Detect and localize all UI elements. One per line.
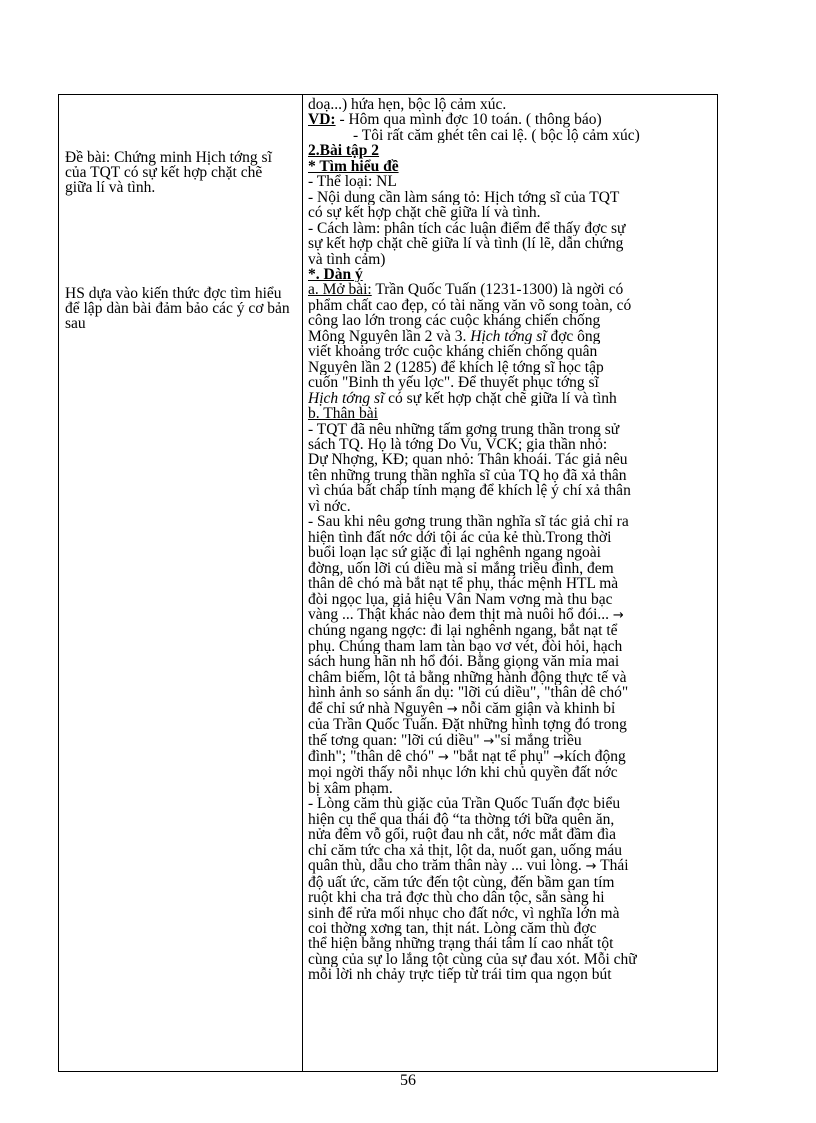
text-line: đờng, uốn lỡi cú diều mà sỉ mắng triều đình, đem bbox=[308, 560, 614, 577]
text-line: của Trần Quốc Tuấn. Đặt những hình tợng đó trong bbox=[308, 717, 627, 733]
text-line: thân dê chó mà bắt nạt tể phụ, thác mệnh HTL mà bbox=[308, 576, 619, 592]
section-heading: *. Dàn ý bbox=[308, 266, 363, 283]
text-line: doạ...) hứa hẹn, bộc lộ cảm xúc. bbox=[308, 97, 507, 113]
text-line: a. Mở bài: Trần Quốc Tuấn (1231-1300) là ngời có bbox=[308, 282, 624, 298]
arrow-icon: → bbox=[585, 859, 597, 875]
task-prompt: Đề bài: Chứng minh Hịch tớng sĩ của TQT có sự kết hợp chặt chẽ giữa lí và tình. bbox=[65, 149, 272, 196]
text-line: nửa đêm vỗ gối, ruột đau nh cắt, nớc mắt đầm đìa bbox=[308, 827, 617, 843]
text-line: chỉ căm tức cha xả thịt, lột da, nuốt gan, uống máu bbox=[308, 842, 623, 859]
arrow-icon: → bbox=[553, 750, 565, 766]
text-line: phẩm chất cao đẹp, có tài năng văn võ song toàn, có bbox=[308, 297, 632, 314]
text-line: Dự Nhợng, KĐ; quan nhỏ: Thân khoái. Tác giả nêu bbox=[308, 452, 628, 468]
text-line: thế tơng quan: "lỡi cú diều" →"sỉ mắng triều bbox=[308, 732, 582, 749]
text-line: có sự kết hợp chặt chẽ giữa lí và tình. bbox=[308, 205, 541, 221]
text-line: - Tôi rất căm ghét tên cai lệ. ( bộc lộ cảm xúc) bbox=[353, 127, 640, 144]
text-line: cùng của sự lo lắng tột cùng của sự đau xót. Mỗi chữ bbox=[308, 951, 637, 968]
text-line: Mông Nguyên lần 2 và 3. Hịch tớng sĩ đợc ông bbox=[308, 328, 601, 345]
right-column bbox=[308, 97, 713, 983]
text-line: thể hiện bằng những trạng thái tâm lí cao nhất tột bbox=[308, 936, 614, 952]
text-line: hiện tình đất nớc dới tội ác của kẻ thù.Trong thời bbox=[308, 529, 612, 546]
arrow-icon: → bbox=[446, 701, 458, 717]
text-line: cuốn "Binh th yếu lợc". Để thuyết phục tớng sĩ bbox=[308, 375, 599, 391]
intro-label: a. Mở bài: bbox=[308, 282, 372, 298]
exercise-heading: 2.Bài tập 2 bbox=[308, 143, 380, 159]
text-line: đòi ngọc lụa, giả hiệu Vân Nam vơng mà thu bạc bbox=[308, 591, 613, 607]
arrow-icon: → bbox=[438, 750, 449, 766]
text-line: để chỉ sứ nhà Nguyên → nỗi căm giận và khinh bỉ bbox=[308, 700, 616, 717]
arrow-icon: → bbox=[612, 607, 624, 623]
student-note: HS dựa vào kiến thức đợc tìm hiểu để lập dàn bài đảm bảo các ý cơ bản sau bbox=[65, 285, 290, 332]
text-line: sách TQ. Họ là tớng Do Vu, VCK; gia thần nhỏ: bbox=[308, 436, 608, 453]
text-line: sự kết hợp chặt chẽ giữa lí và tình (lí lẽ, dẫn chứng bbox=[308, 236, 624, 252]
text-line: - Cách làm: phân tích các luận điểm để thấy đợc sự bbox=[308, 220, 626, 237]
column-divider bbox=[302, 95, 303, 1071]
text-line: và tình cảm) bbox=[308, 251, 386, 267]
text-line: công lao lớn trong các cuộc kháng chiến chống bbox=[308, 313, 601, 329]
text-line: - TQT đã nêu những tấm gơng trung thần trong sử bbox=[308, 421, 620, 437]
arrow-icon: → bbox=[483, 733, 495, 749]
text-line: vàng ... Thật khác nào đem thịt mà nuôi hổ đói... → bbox=[308, 606, 624, 623]
text-line: buổi loạn lạc sứ giặc đi lại nghênh ngang ngoài bbox=[308, 545, 601, 561]
body-label: b. Thân bài bbox=[308, 406, 378, 422]
text-line: phụ. Chúng tham lam tàn bạo vơ vét, đòi hỏi, hạch bbox=[308, 638, 623, 655]
text-line: tên những trung thần nghĩa sĩ của TQ họ đã xả thân bbox=[308, 467, 627, 484]
text-line: hiện cụ thể qua thái độ “ta thờng tới bữa quên ăn, bbox=[308, 811, 615, 828]
text-line: chúng ngang ngợc: đi lại nghênh ngang, bắt nạt tể bbox=[308, 623, 618, 639]
text-line: châm biếm, lột tả bằng những hành động thực tế và bbox=[308, 669, 627, 686]
text-line: quân thù, dẫu cho trăm thân này ... vui lòng. → Thái bbox=[308, 858, 629, 875]
text-line: bị xâm phạm. bbox=[308, 780, 393, 797]
text-line: - Lòng căm thù giặc của Trần Quốc Tuấn đợc biểu bbox=[308, 796, 621, 812]
text-line: sinh để rửa mối nhục cho đất nớc, vì nghĩa lớn mà bbox=[308, 905, 620, 922]
text-line: độ uất ức, căm tức đến tột cùng, đến bầm gan tím bbox=[308, 874, 615, 891]
text-line: - Sau khi nêu gơng trung thần nghĩa sĩ tác giả chỉ ra bbox=[308, 514, 629, 530]
text-line: đình"; "thân dê chó" → "bắt nạt tể phụ" →kích động bbox=[308, 749, 626, 766]
text-line: viết khoảng trớc cuộc kháng chiến chống quân bbox=[308, 344, 598, 360]
text-line: hình ảnh so sánh ẩn dụ: "lỡi cú diều", "thân dê chó" bbox=[308, 685, 629, 701]
text-line: - Nội dung cần làm sáng tỏ: Hịch tớng sĩ của TQT bbox=[308, 189, 620, 206]
section-heading: * Tìm hiểu đề bbox=[308, 158, 399, 175]
text-line: - Thể loại: NL bbox=[308, 174, 397, 190]
content-table bbox=[58, 94, 718, 1072]
text-line: sách hung hãn nh hổ đói. Bằng giọng văn mỉa mai bbox=[308, 654, 620, 670]
text-line: mỗi lời nh chảy trực tiếp từ trái tim qua ngọn bút bbox=[308, 967, 612, 983]
text-line: Hịch tớng sĩ có sự kết hợp chặt chẽ giữa lí và tình bbox=[308, 390, 617, 407]
text-line: Nguyên lần 2 (1285) để khích lệ tớng sĩ học tập bbox=[308, 359, 604, 376]
text-line: mọi ngời thấy nỗi nhục lớn khi chủ quyền đất nớc bbox=[308, 765, 618, 781]
text-line: vì chúa bất chấp tính mạng để khích lệ ý chí xả thân bbox=[308, 483, 631, 499]
text-line: vì nớc. bbox=[308, 498, 351, 515]
text-line: coi thờng xơng tan, thịt nát. Lòng căm thù đợc bbox=[308, 921, 597, 937]
example-label: VD: bbox=[308, 112, 336, 128]
text-line: VD: - Hôm qua mình đợc 10 toán. ( thông báo) bbox=[308, 112, 602, 128]
page-number: 56 bbox=[400, 1072, 416, 1089]
text-line: ruột khi cha trả đợc thù cho dân tộc, sẵn sàng hi bbox=[308, 890, 605, 906]
